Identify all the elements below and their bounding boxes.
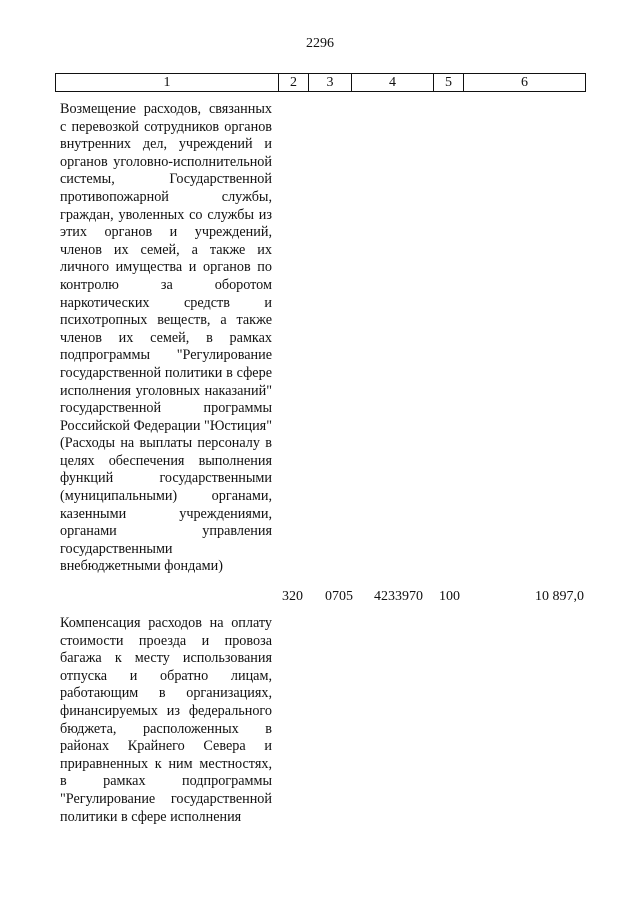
- column-header-table: [55, 73, 586, 92]
- table-row-2-description: Компенсация расходов на оплату стоимости проезда и провоза багажа к месту использования отпуска и обратно лицам, работающим в организациях, финансируемых из федерального бюджета, расположенных в районах Крайнего Севера и приравненных к ним местностях, в рамках подпрограммы "Регулирование государственной политики в сфере исполнения: [60, 615, 272, 825]
- table-row-1-description-last-line: внебюджетными фондами): [60, 558, 223, 575]
- table-row-1-expense-type-code: 100: [439, 589, 460, 604]
- column-header-2: 2: [279, 74, 309, 92]
- table-row-1-section-code: 0705: [325, 589, 353, 604]
- column-header-4: 4: [352, 74, 434, 92]
- page-number: 2296: [306, 36, 334, 51]
- column-header-3: 3: [309, 74, 352, 92]
- table-row-1-description: [60, 101, 272, 576]
- table-row-1-target-code: 4233970: [374, 589, 423, 604]
- column-header-5: 5: [434, 74, 464, 92]
- column-header-6: 6: [464, 74, 586, 92]
- table-row-1-ministry-code: 320: [282, 589, 303, 604]
- table-row-1-amount: 10 897,0: [535, 589, 584, 604]
- column-header-row: [56, 74, 586, 92]
- column-header-1: 1: [56, 74, 279, 92]
- table-row-1-description-text: Возмещение расходов, связанных с перевозкой сотрудников органов внутренних дел, учреждений и органов уголовно-исполнительной системы, Государственной противопожарной службы, граждан, уволенных со службы из этих органов и учреждений, членов их семей, а также их личного имущества и органов по контролю за оборотом наркотических средств и психотропных веществ, а также членов их семей, в рамках подпрограммы "Регулирование государственной политики в сфере исполнения уголовных наказаний" государственной программы Российской Федерации "Юстиция" (Расходы на выплаты персоналу в целях обеспечения выполнения функций государственными (муниципальными) органами, казенными учреждениями, органами управления государственными: [60, 101, 272, 557]
